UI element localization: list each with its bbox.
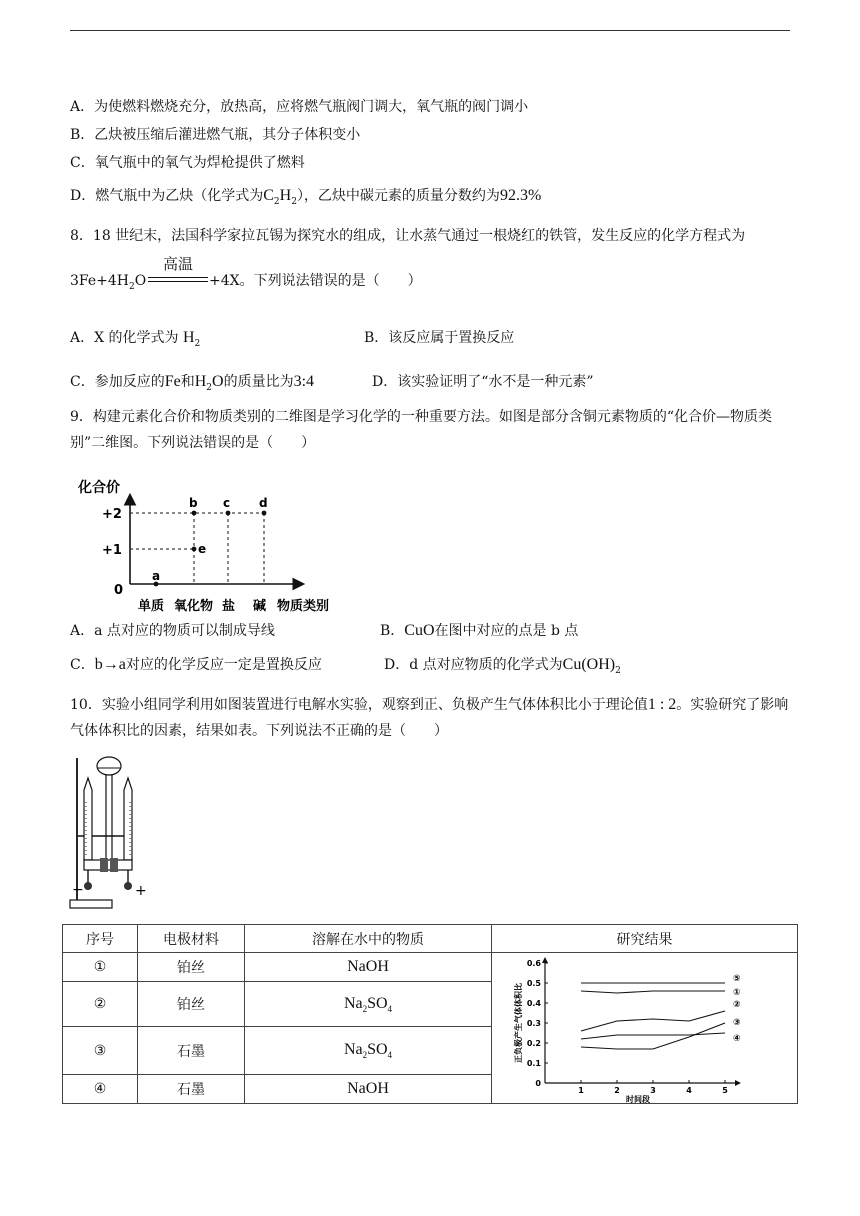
q8-equals-sign <box>148 277 208 282</box>
q8-equation-right: +4X。下列说法错误的是（ ） <box>209 273 422 289</box>
point-b <box>192 511 197 516</box>
header-material: 电极材料 <box>138 925 245 953</box>
right-tube <box>124 778 132 860</box>
label-b: b <box>189 496 198 510</box>
row-substance: $Na_2SO_4$ <box>245 1027 492 1075</box>
left-terminal <box>84 882 92 890</box>
result-series-line <box>581 1023 725 1049</box>
label-c: c <box>223 496 231 510</box>
row-no: ② <box>63 981 138 1027</box>
result-y-tick-label: 0.5 <box>526 979 541 988</box>
result-x-tick-label: 1 <box>577 1086 584 1095</box>
left-tube <box>84 778 92 860</box>
header-rule <box>70 30 790 31</box>
result-y-tick-label: 0.1 <box>526 1059 541 1068</box>
result-series-line <box>581 1033 725 1039</box>
row-substance: NaOH <box>245 953 492 982</box>
q8-equation: $3Fe+4H_2O$ <box>70 273 147 292</box>
point-c <box>226 511 231 516</box>
q8-option-b: B．该反应属于置换反应 <box>364 330 515 346</box>
result-x-tick-label: 5 <box>721 1086 728 1095</box>
valence-category-chart <box>70 472 350 622</box>
q7-option-a: A．为使燃料燃烧充分，放热高，应将燃气瓶阀门调大，氧气瓶的阀门调小 <box>70 99 529 115</box>
label-a: a <box>152 569 161 583</box>
x-tick-base: 碱 <box>253 599 267 614</box>
y-tick-plus1: +1 <box>102 543 122 558</box>
q8-option-d: D．该实验证明了“水不是一种元素” <box>372 374 594 390</box>
row-no: ③ <box>63 1027 138 1075</box>
header-substance: 溶解在水中的物质 <box>245 925 492 953</box>
point-e <box>192 547 197 552</box>
reservoir-bulb <box>97 757 121 775</box>
result-series-label: ② <box>732 1000 741 1010</box>
q9-option-a: A．a 点对应的物质可以制成导线 <box>70 623 275 639</box>
row-material: 石墨 <box>138 1027 245 1075</box>
result-chart-cell <box>492 953 798 1104</box>
x-tick-salt: 盐 <box>222 599 236 614</box>
result-series-line <box>581 991 725 993</box>
q9-stem: 9．构建元素化合价和物质类别的二维图是学习化学的一种重要方法。如图是部分含铜元素物质的“化合价—物质类别”二维图。下列说法错误的是（ ） <box>70 409 773 451</box>
table-header-row <box>63 925 798 953</box>
x-axis-title: 物质类别 <box>277 599 330 614</box>
result-y-tick-label: 0.2 <box>526 1039 541 1048</box>
x-tick-oxide: 氧化物 <box>174 599 214 614</box>
right-electrode <box>110 858 118 872</box>
result-series-label: ① <box>732 988 741 998</box>
label-e: e <box>198 542 207 556</box>
result-x-tick-label: 4 <box>685 1086 692 1095</box>
results-table <box>62 924 798 1104</box>
left-electrode <box>100 858 108 872</box>
point-d <box>262 511 267 516</box>
row-material: 铂丝 <box>138 953 245 982</box>
row-no: ④ <box>63 1075 138 1104</box>
result-y-tick-label: 0.4 <box>526 999 541 1008</box>
result-series-label: ③ <box>732 1018 741 1028</box>
table-row <box>63 953 798 982</box>
row-no: ① <box>63 953 138 982</box>
q7-option-b: B．乙炔被压缩后灌进燃气瓶，其分子体积变小 <box>70 127 361 143</box>
result-x-tick-label: 3 <box>649 1086 656 1095</box>
q8-option-a: A．X 的化学式为 $H_2$ <box>70 329 201 349</box>
x-tick-element: 单质 <box>138 599 165 614</box>
row-substance: NaOH <box>245 1075 492 1104</box>
q9-option-d: D．d 点对应物质的化学式为$Cu(OH)_2$ <box>384 656 621 676</box>
q7-option-d: D．燃气瓶中为乙炔（化学式为$C_2H_2$），乙炔中碳元素的质量分数约为92.3% <box>70 187 542 207</box>
header-no: 序号 <box>63 925 138 953</box>
chart-y-title: 化合价 <box>78 480 120 496</box>
q8-condition: 高温 <box>162 255 193 273</box>
q10-stem: 10．实验小组同学利用如图装置进行电解水实验，观察到正、负极产生气体体积比小于理论值1 : 2。实验研究了影响气体体积比的因素，结果如表。下列说法不正确的是（ ） <box>70 696 789 739</box>
y-tick-0: 0 <box>114 583 124 598</box>
result-y-arrow <box>542 957 548 963</box>
result-y-title: 正负极产生气体体积比 <box>513 983 523 1063</box>
q8-stem: 8．18 世纪末，法国科学家拉瓦锡为探究水的组成，让水蒸气通过一根烧红的铁管，发生反应的化学方程式为 <box>70 228 746 244</box>
row-material: 石墨 <box>138 1075 245 1104</box>
row-substance: $Na_2SO_4$ <box>245 981 492 1027</box>
result-series-line <box>581 1011 725 1031</box>
label-d: d <box>259 496 268 510</box>
row-material: 铂丝 <box>138 981 245 1027</box>
positive-sign: + <box>135 883 147 899</box>
result-series-label: ④ <box>732 1034 741 1044</box>
result-line-chart <box>495 953 795 1104</box>
y-tick-plus2: +2 <box>102 507 122 522</box>
right-terminal <box>124 882 132 890</box>
negative-sign: − <box>72 882 84 898</box>
result-y-tick-label: 0.3 <box>526 1019 541 1028</box>
result-x-title: 时间段 <box>625 1095 650 1104</box>
result-x-tick-label: 2 <box>613 1086 620 1095</box>
electrolysis-apparatus <box>70 752 160 914</box>
q8-option-c: C．参加反应的Fe和$H_2O$的质量比为3:4 <box>70 373 315 393</box>
result-y-tick-label: 0.6 <box>526 959 541 968</box>
q9-option-c: C．b→a对应的化学反应一定是置换反应 <box>70 656 322 673</box>
result-series-label: ⑤ <box>732 974 741 984</box>
q9-option-b: B．CuO在图中对应的点是 b 点 <box>380 622 579 639</box>
header-result: 研究结果 <box>492 925 798 953</box>
q7-option-c: C．氧气瓶中的氧气为焊枪提供了燃料 <box>70 155 305 171</box>
stand-base <box>70 900 112 908</box>
result-x-arrow <box>735 1080 741 1086</box>
result-y-tick-label: 0 <box>534 1079 541 1088</box>
